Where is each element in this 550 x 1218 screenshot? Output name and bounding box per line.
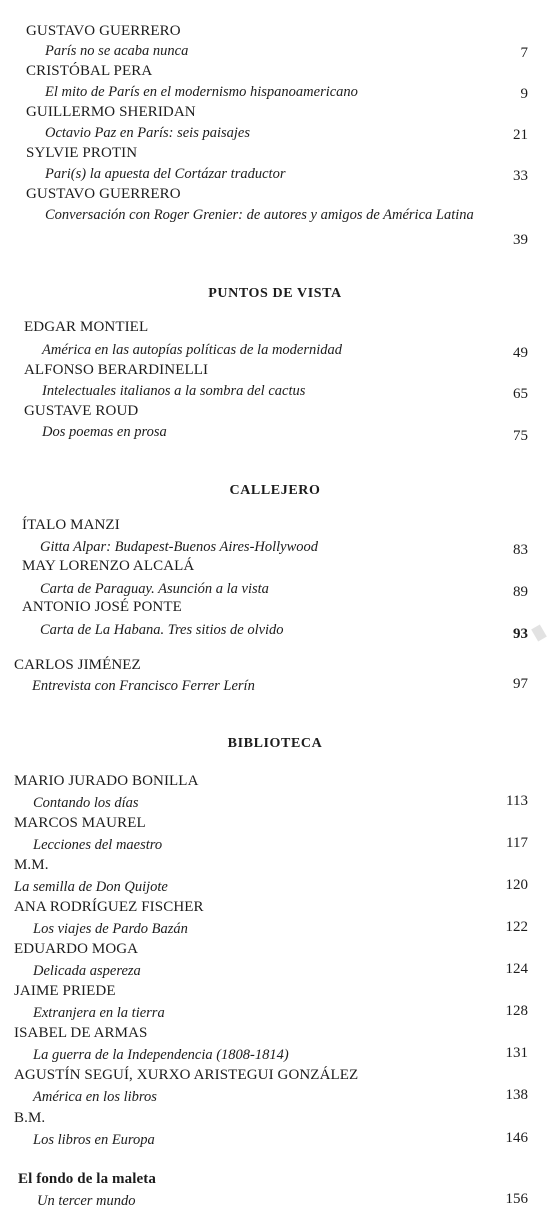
entry-author: GUILLERMO SHERIDAN <box>26 104 196 120</box>
entry-title: Un tercer mundo <box>37 1193 136 1209</box>
entry-title: La semilla de Don Quijote <box>14 879 168 895</box>
entry-title: América en las autopías políticas de la modernidad <box>42 342 343 358</box>
entry-author: B.M. <box>14 1110 46 1126</box>
entry-author: El fondo de la maleta <box>18 1171 156 1187</box>
entry-author: MAY LORENZO ALCALÁ <box>22 558 195 574</box>
entry-author: MARIO JURADO BONILLA <box>14 773 199 789</box>
entry-author: GUSTAVE ROUD <box>24 403 139 419</box>
entry-title: El mito de París en el modernismo hispanoamericano <box>45 84 358 100</box>
entry-title: Pari(s) la apuesta del Cortázar traductor <box>45 166 286 182</box>
entry-author: AGUSTÍN SEGUÍ, XURXO ARISTEGUI GONZÁLEZ <box>14 1067 359 1083</box>
entry-page-number: 113 <box>506 793 528 809</box>
entry-page-number: 65 <box>513 386 528 402</box>
entry-page-number: 122 <box>505 919 528 935</box>
entry-page-number: 75 <box>513 428 528 444</box>
entry-title: Intelectuales italianos a la sombra del cactus <box>42 383 306 399</box>
entry-author: ÍTALO MANZI <box>22 517 120 533</box>
entry-page-number: 97 <box>513 676 528 692</box>
entry-page-number: 146 <box>505 1130 528 1146</box>
entry-title: Carta de La Habana. Tres sitios de olvido <box>40 622 284 638</box>
entry-title: Contando los días <box>33 795 139 811</box>
entry-author: M.M. <box>14 857 49 873</box>
entry-title: Los viajes de Pardo Bazán <box>33 921 188 937</box>
entry-author: GUSTAVO GUERRERO <box>26 23 181 39</box>
entry-title: Entrevista con Francisco Ferrer Lerín <box>32 678 255 694</box>
entry-title: Delicada aspereza <box>33 963 141 979</box>
entry-author: CRISTÓBAL PERA <box>26 63 153 79</box>
entry-author: ANA RODRÍGUEZ FISCHER <box>14 899 204 915</box>
entry-page-number: 21 <box>513 127 528 143</box>
entry-page-number: 39 <box>513 232 528 248</box>
section-heading-biblioteca: BIBLIOTECA <box>227 736 323 751</box>
entry-author: EDUARDO MOGA <box>14 941 139 957</box>
entry-page-number: 49 <box>513 345 528 361</box>
entry-title: Carta de Paraguay. Asunción a la vista <box>40 581 269 597</box>
entry-page-number: 9 <box>520 86 528 102</box>
entry-author: EDGAR MONTIEL <box>24 319 149 335</box>
entry-page-number: 33 <box>513 168 528 184</box>
entry-page-number: 131 <box>505 1045 528 1061</box>
entry-title: Octavio Paz en París: seis paisajes <box>45 125 250 141</box>
section-heading-callejero: CALLEJERO <box>229 483 321 498</box>
entry-page-number: 117 <box>506 835 528 851</box>
entry-title: Extranjera en la tierra <box>33 1005 165 1021</box>
entry-author: SYLVIE PROTIN <box>26 145 138 161</box>
entry-title: Gitta Alpar: Budapest-Buenos Aires-Hollywood <box>40 539 319 555</box>
entry-title: Lecciones del maestro <box>33 837 163 853</box>
entry-page-number: 120 <box>505 877 528 893</box>
entry-author: CARLOS JIMÉNEZ <box>14 657 141 673</box>
entry-page-number: 124 <box>505 961 528 977</box>
entry-page-number: 93 <box>513 626 528 642</box>
entry-title: La guerra de la Independencia (1808-1814) <box>33 1047 289 1063</box>
entry-author: JAIME PRIEDE <box>14 983 116 999</box>
entry-author: MARCOS MAUREL <box>14 815 146 831</box>
entry-title: Los libros en Europa <box>33 1132 155 1148</box>
entry-author: GUSTAVO GUERRERO <box>26 186 181 202</box>
entry-page-number: 83 <box>513 542 528 558</box>
entry-page-number: 7 <box>520 45 528 61</box>
entry-author: ANTONIO JOSÉ PONTE <box>22 599 182 615</box>
section-heading-puntos-de-vista: PUNTOS DE VISTA <box>208 286 342 301</box>
scan-smudge <box>531 624 547 641</box>
entry-title: América en los libros <box>33 1089 157 1105</box>
entry-title: Dos poemas en prosa <box>42 424 167 440</box>
entry-title: Conversación con Roger Grenier: de autores y amigos de América Latina <box>45 207 474 223</box>
entry-author: ISABEL DE ARMAS <box>14 1025 148 1041</box>
entry-page-number: 156 <box>505 1191 528 1207</box>
entry-page-number: 89 <box>513 584 528 600</box>
entry-author: ALFONSO BERARDINELLI <box>24 362 209 378</box>
entry-page-number: 138 <box>505 1087 528 1103</box>
entry-title: París no se acaba nunca <box>45 43 189 59</box>
entry-page-number: 128 <box>505 1003 528 1019</box>
